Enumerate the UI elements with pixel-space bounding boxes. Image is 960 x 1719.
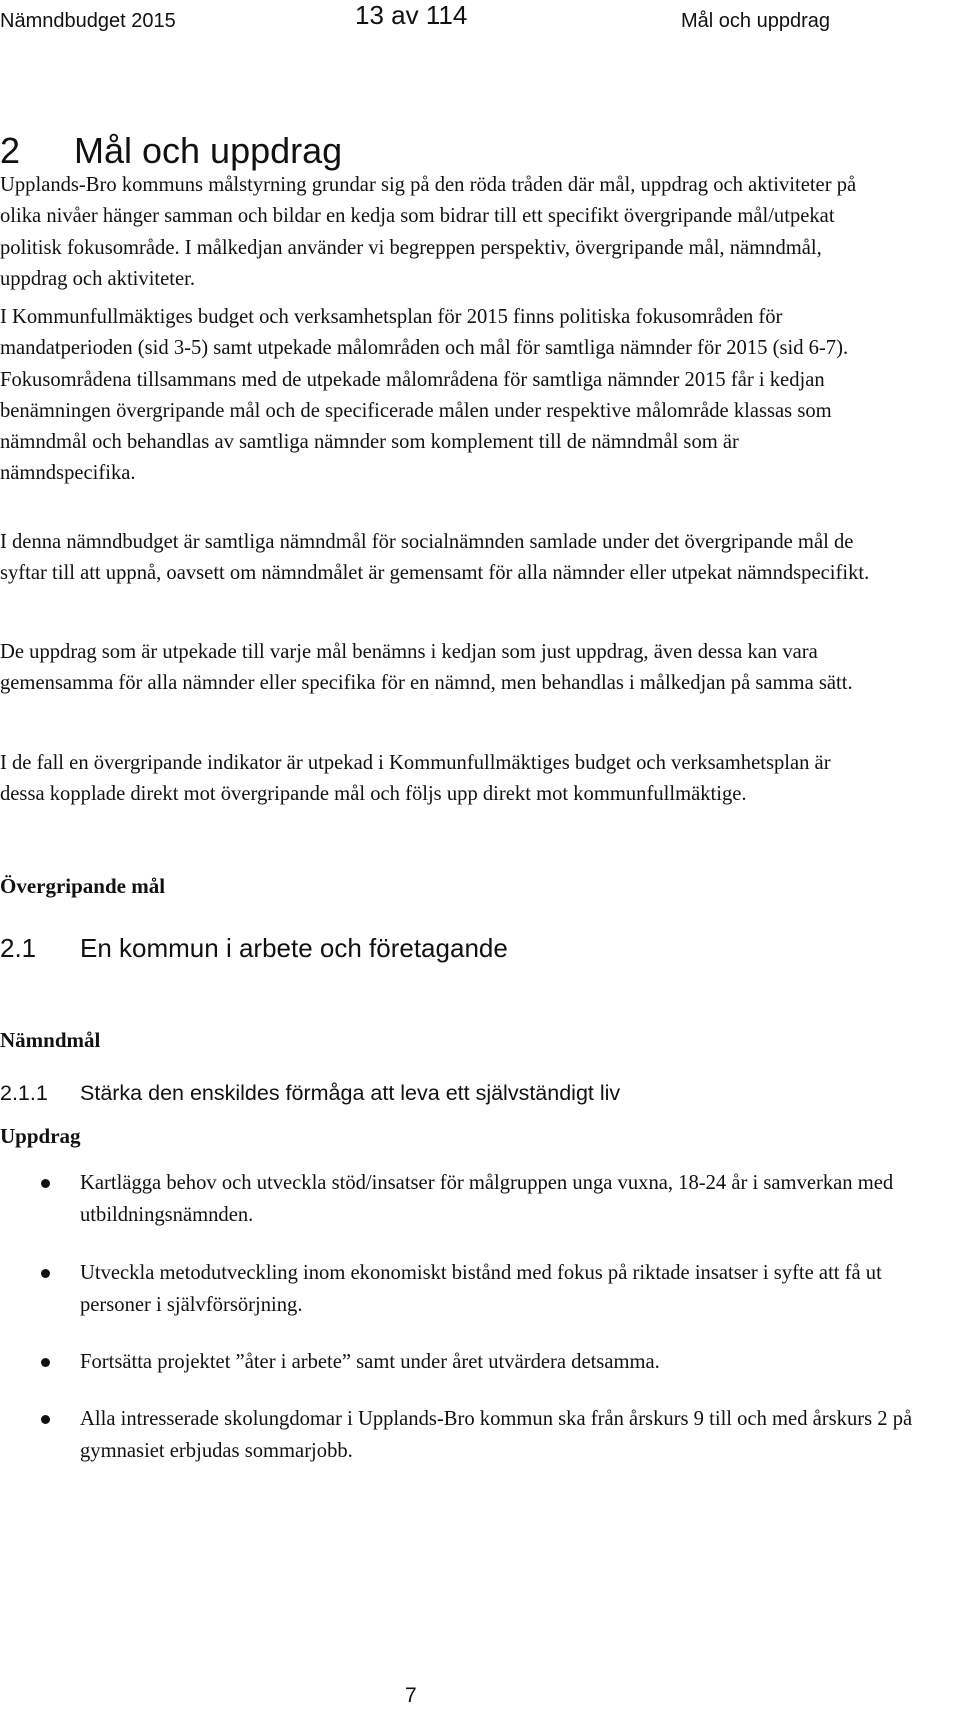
list-item-text: Alla intresserade skolungdomar i Upplands-Bro kommun ska från årskurs 9 till och med årskurs 2 på gymnasiet erbjudas sommarjobb. [80,1408,913,1462]
subsection-number: 2.1 [0,933,37,963]
paragraph-budget-plan: I Kommunfullmäktiges budget och verksamhetsplan för 2015 finns politiska fokusområden för mandatperioden (sid 3-5) samt utpekade målområden och mål för samtliga nämnder för 2015 (sid 6-7). Fokusområdena tillsammans med de utpekade målområdena för samtliga nämnder 2015 får i kedjan benämningen övergripande mål och de specificerade målen under respektive målområde klassas som nämndmål och behandlas av samtliga nämnder som komplement till de nämndmål som är nämndspecifika. [0,306,849,485]
bullet-icon [41,1358,50,1367]
subsubsection-heading [0,1081,620,1106]
bullet-icon [41,1415,50,1424]
bullet-icon [41,1269,50,1278]
subsection-title: En kommun i arbete och företagande [80,933,508,963]
subsubsection-title: Stärka den enskildes förmåga att leva ett självständigt liv [80,1081,621,1105]
header-page-counter: 13 av 114 [355,0,468,30]
label-overall-goal: Övergripande mål [0,874,166,898]
label-committee-goal: Nämndmål [0,1028,101,1052]
label-assignment: Uppdrag [0,1124,81,1148]
paragraph-committee-goals: I denna nämndbudget är samtliga nämndmål för socialnämnden samlade under det övergripande mål de syftar till att uppnå, oavsett om nämndmålet är gemensamt för alla nämnder eller utpekat nämndspecifikt. [0,531,870,585]
subsubsection-number: 2.1.1 [0,1081,48,1105]
section-title: Mål och uppdrag [74,130,343,171]
section-heading [0,130,342,172]
paragraph-assignments: De uppdrag som är utpekade till varje mål benämns i kedjan som just uppdrag, även dessa kan vara gemensamma för alla nämnder eller specifika för en nämnd, men behandlas i målkedjan på samma sätt. [0,641,853,695]
bullet-icon [41,1179,50,1188]
list-item-text: Fortsätta projektet ”åter i arbete” samt under året utvärdera detsamma. [80,1351,660,1373]
section-number: 2 [0,130,21,171]
list-item-text: Kartlägga behov och utveckla stöd/insatser för målgruppen unga vuxna, 18-24 år i samverkan med utbildningsnämnden. [80,1172,894,1226]
header-document-title: Nämndbudget 2015 [0,10,176,32]
subsection-heading [0,933,508,964]
list-item-text: Utveckla metodutveckling inom ekonomiskt bistånd med fokus på riktade insatser i syfte att få ut personer i självförsörjning. [80,1262,882,1316]
page-header [0,0,960,50]
paragraph-intro: Upplands-Bro kommuns målstyrning grundar sig på den röda tråden där mål, uppdrag och aktiviteter på olika nivåer hänger samman och bildar en kedja som bidrar till ett specifikt övergripande mål/utpekat politisk fokusområde. I målkedjan använder vi begreppen perspektiv, övergripande mål, nämndmål, uppdrag och aktiviteter. [0,174,857,290]
page-number: 7 [405,1684,417,1707]
header-section-title: Mål och uppdrag [681,10,830,32]
paragraph-indicators: I de fall en övergripande indikator är utpekad i Kommunfullmäktiges budget och verksamhetsplan är dessa kopplade direkt mot övergripande mål och följs upp direkt mot kommunfullmäktige. [0,752,831,806]
